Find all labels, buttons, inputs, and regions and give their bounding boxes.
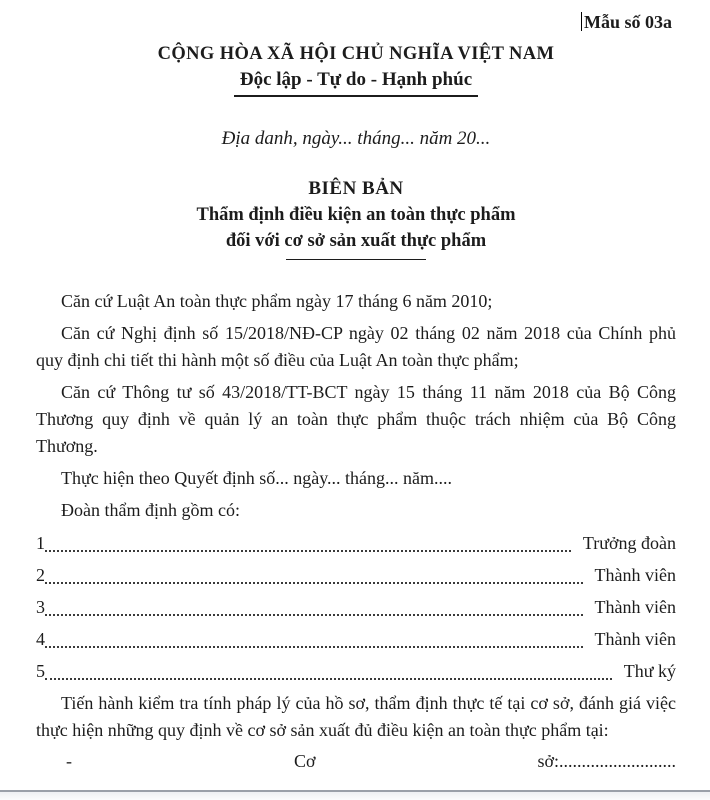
member-role: Trưởng đoàn (582, 533, 676, 553)
legal-basis-paragraph: Căn cứ Luật An toàn thực phẩm ngày 17 tháng 6 năm 2010; (61, 291, 493, 311)
member-number: 3 (36, 597, 45, 617)
member-role: Thành viên (594, 597, 676, 617)
document-body (36, 288, 676, 775)
member-number: 4 (36, 629, 45, 649)
list-dash: - (66, 751, 72, 771)
horizontal-scrollbar[interactable] (0, 790, 710, 800)
form-number: Mẫu số 03a (583, 12, 672, 32)
team-member-row (36, 594, 676, 621)
member-role: Thành viên (594, 629, 676, 649)
dotted-fill-line (45, 614, 583, 616)
national-header-line1: CỘNG HÒA XÃ HỘI CHỦ NGHĨA VIỆT NAM (157, 44, 555, 64)
legal-basis-paragraph: Căn cứ Thông tư số 43/2018/TT-BCT ngày 15 tháng 11 năm 2018 của Bộ Công Thương quy định về quản lý an toàn thực phẩm thuộc trách nhiệm của Bộ Công Thương. (36, 382, 676, 456)
team-member-row (36, 530, 676, 557)
facility-word-so-dotted: sở:.......................... (537, 751, 676, 771)
member-role: Thành viên (594, 565, 676, 585)
legal-basis-paragraph: Căn cứ Nghị định số 15/2018/NĐ-CP ngày 02 tháng 02 năm 2018 của Chính phủ quy định chi tiết thi hành một số điều của Luật An toàn thực phẩm; (36, 323, 676, 370)
inspection-description-paragraph: Tiến hành kiểm tra tính pháp lý của hồ sơ, thẩm định thực tế tại cơ sở, đánh giá việc thực hiện những quy định về cơ sở sản xuất đủ điều kiện an toàn thực phẩm tại: (36, 693, 676, 740)
inspection-team-list (36, 530, 676, 685)
document-title: BIÊN BẢN (308, 178, 404, 199)
member-number: 2 (36, 565, 45, 585)
document-subtitle-1: Thẩm định điều kiện an toàn thực phẩm (196, 205, 516, 225)
facility-word-co: Cơ (293, 751, 316, 771)
date-place-line: Địa danh, ngày... tháng... năm 20... (221, 128, 491, 149)
form-number-row (36, 10, 676, 34)
document-subtitle-2: đối với cơ sở sản xuất thực phẩm (225, 231, 487, 251)
member-role: Thư ký (623, 661, 676, 681)
dotted-fill-line (45, 678, 612, 680)
team-member-row (36, 626, 676, 653)
member-number: 5 (36, 661, 45, 681)
title-divider (286, 259, 426, 260)
document-title-block (36, 177, 676, 260)
text-cursor (581, 12, 582, 31)
dotted-fill-line (45, 646, 583, 648)
national-header (36, 42, 676, 97)
dotted-fill-line (45, 582, 583, 584)
decision-reference-paragraph: Thực hiện theo Quyết định số... ngày... tháng... năm.... (61, 468, 453, 488)
dotted-fill-line (45, 550, 571, 552)
facility-name-line (36, 748, 676, 775)
team-member-row (36, 562, 676, 589)
national-header-motto: Độc lập - Tự do - Hạnh phúc (234, 68, 478, 97)
team-member-row (36, 658, 676, 685)
member-number: 1 (36, 533, 45, 553)
team-intro-paragraph: Đoàn thẩm định gồm có: (61, 500, 240, 520)
